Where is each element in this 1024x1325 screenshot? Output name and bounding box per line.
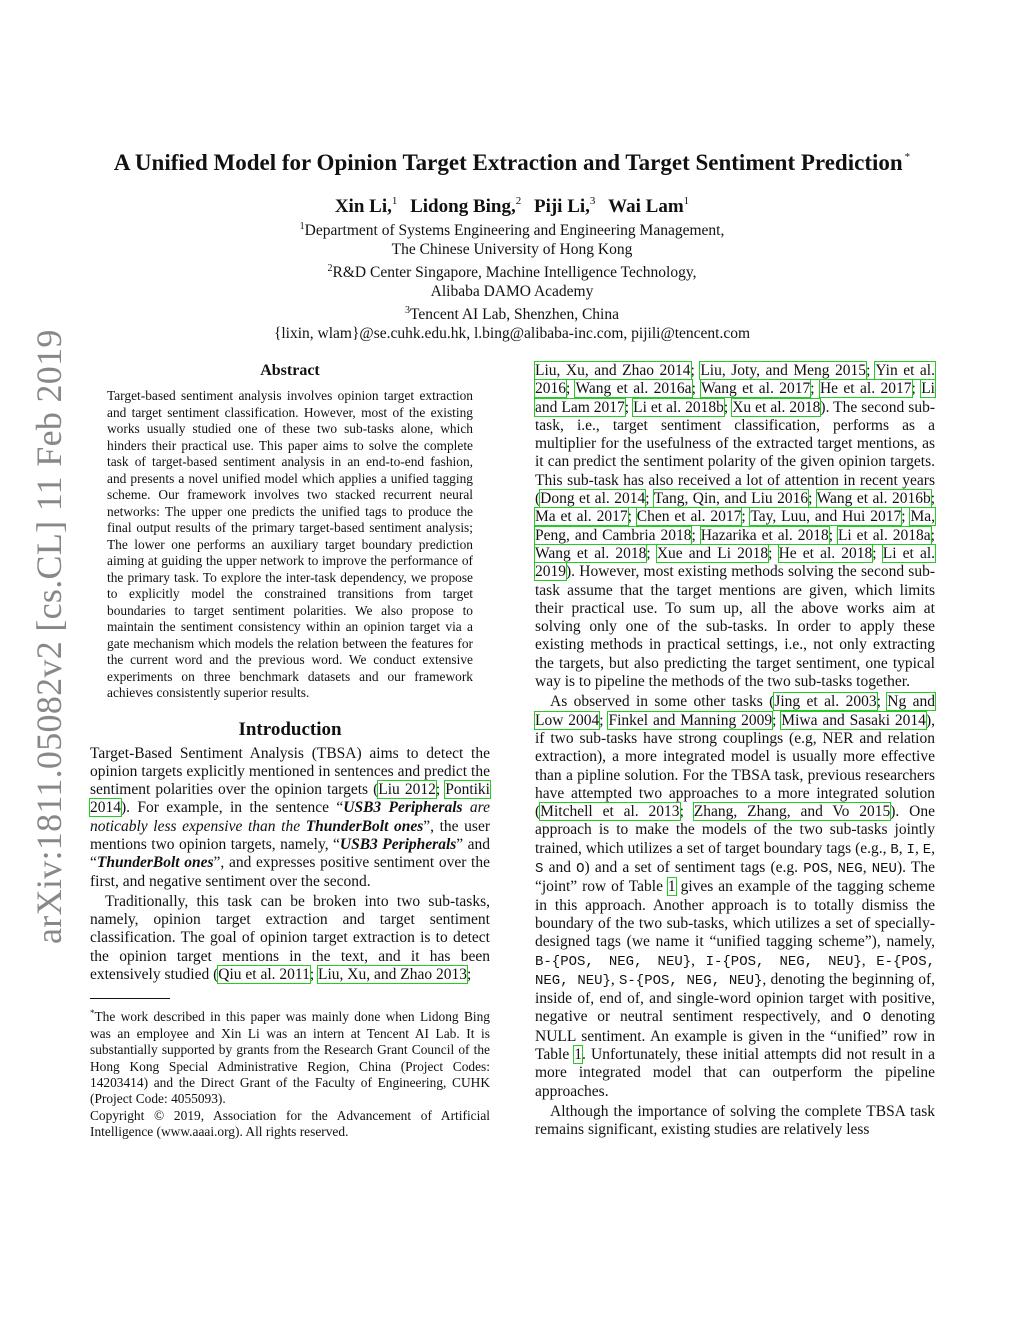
tag-code: I-{POS, NEG, NEU} [705, 953, 862, 970]
abstract-text: Target-based sentiment analysis involves opinion target extraction and target sentiment classification. However, most of the existing works usually studied one of these two sub-tasks alone, which hinders their practical use. This paper aims to solve the complete task of target-based sentiment analysis in an end-to-end fashion, and presents a novel unified model which applies a unified tagging scheme. Our framework involves two stacked recurrent neural networks: The upper one predicts the unified tags to produce the final output results of the primary target-based sentiment analysis; The lower one performs an auxiliary target boundary prediction aiming at guiding the upper network to improve the performance of the primary task. To explore the inter-task dependency, we propose to explicitly model the constrained transitions from target boundaries to target sentiment polarities. We also propose to maintain the sentiment consistency within an opinion target via a gate mechanism which models the relation between the features for the current word and the previous word. We conduct extensive experiments on three benchmark datasets and our framework achieves consistently superior results. [107, 388, 473, 700]
citation-link[interactable]: He et al. 2018 [778, 544, 873, 562]
citation-link[interactable]: Tay, Luu, and Hui 2017 [750, 508, 902, 526]
tag-code: POS [803, 861, 829, 878]
citation-link[interactable]: Finkel and Manning 2009 [608, 711, 773, 729]
right-paragraph-1: Liu, Xu, and Zhao 2014; Liu, Joty, and Meng 2015; Yin et al. 2016; Wang et al. 2016a; Wang et al. 2017; He et al. 2017; Li and Lam 2017; Li et al. 2018b; Xu et al. 2018). The second sub-task, i.e., target sentiment classification, performs as a multiplier for the usefulness of the extracted target mentions, as it can predict the sentiment polarity of the given opinion targets. This sub-task has also received a lot of attention in recent years (Dong et al. 2014; Tang, Qin, and Liu 2016; Wang et al. 2016b; Ma et al. 2017; Chen et al. 2017; Tay, Luu, and Hui 2017; Ma, Peng, and Cambria 2018; Hazarika et al. 2018; Li et al. 2018a; Wang et al. 2018; Xue and Li 2018; He et al. 2018; Li et al. 2019). However, most existing methods solving the second sub-task assume that the target mentions are given, which limits their practical use. To sum up, all the above works aim at solving only one of the sub-tasks. In order to apply these existing methods in practical settings, i.e., not only extracting the targets, but also predicting the target sentiment, one typical way is to pipeline the methods of the two sub-tasks together. [535, 362, 936, 691]
author-list [0, 195, 1024, 218]
tag-code: E-{POS, NEG, NEU} [535, 953, 935, 989]
citation-link[interactable]: Qiu et al. 2011 [218, 966, 310, 984]
paper-title-block [0, 150, 1024, 176]
left-column [90, 362, 490, 1141]
citation-link[interactable]: Li et al. 2018b [633, 398, 724, 416]
citation-link[interactable]: Mitchell et al. 2013 [540, 803, 680, 821]
citation-link[interactable]: Tang, Qin, and Liu 2016 [653, 490, 809, 508]
citation-link[interactable]: Yin et al. 2016 [535, 362, 935, 398]
citation-link[interactable]: Liu, Xu, and Zhao 2013 [318, 966, 467, 984]
citation-link[interactable]: Li et al. 2019 [535, 544, 935, 581]
citation-link[interactable]: Miwa and Sasaki 2014 [781, 711, 926, 729]
example-target: USB3 Peripherals [343, 799, 463, 817]
abstract-title: Abstract [260, 362, 320, 379]
citation-link[interactable]: Xue and Li 2018 [656, 544, 769, 562]
arxiv-stamp: arXiv:1811.05082v2 [cs.CL] 11 Feb 2019 [29, 329, 69, 944]
right-paragraph-2: As observed in some other tasks (Jing et al. 2003; Ng and Low 2004; Finkel and Manning 2009; Miwa and Sasaki 2014), if two sub-tasks have strong couplings (e.g, NER and relation extraction), a more integrated model is usually more effective than a pipline solution. For the TBSA task, previous researchers have attempted two approaches to a more integrated solution (Mitchell et al. 2013; Zhang, Zhang, and Vo 2015). One approach is to make the models of the two sub-tasks jointly trained, which utilizes a set of target boundary tags (e.g., B, I, E, S and O) and a set of sentiment tags (e.g. POS, NEG, NEU). The “joint” row of Table 1 gives an example of the tagging scheme in this approach. Another approach is to totally dismiss the boundary of the two sub-tasks, which utilizes a set of specially-designed tags (we name it “unified tagging scheme”), namely, B-{POS, NEG, NEU}, I-{POS, NEG, NEU}, E-{POS, NEG, NEU}, S-{POS, NEG, NEU}, denoting the beginning of, inside of, end of, and single-word opinion target with positive, negative or neutral sentiment respectively, and O denoting NULL sentiment. An example is given in the “unified” row in Table 1. Unfortunately, these initial attempts did not result in a more integrated model that can outperform the pipeline approaches. [535, 693, 936, 1100]
intro-paragraph-1: Target-Based Sentiment Analysis (TBSA) aims to detect the opinion targets explicitly mentioned in sentences and predict the sentiment polarities over the opinion targets (Liu 2012; Pontiki 2014). For example, in the sentence “USB3 Peripherals are noticably less expensive than the ThunderBolt ones”, the user mentions two opinion targets, namely, “USB3 Peripherals” and “ThunderBolt ones”, and expresses positive sentiment over the first, and negative sentiment over the second. [90, 744, 490, 890]
author-3: Piji Li,$^3$ [533, 195, 596, 217]
example-target: USB3 Peripherals [339, 835, 457, 853]
author-2: Lidong Bing,$^2$ [410, 195, 522, 217]
citation-link[interactable]: Li and Lam 2017 [535, 380, 935, 416]
example-target: ThunderBolt ones [96, 854, 214, 872]
citation-link[interactable]: Wang et al. 2018 [535, 544, 647, 562]
affiliation-3-line-1: $^3$Tencent AI Lab, Shenzhen, China [405, 304, 619, 323]
paper-title: A Unified Model for Opinion Target Extraction and Target Sentiment Prediction [113, 150, 903, 175]
tag-code: B-{POS, NEG, NEU} [535, 953, 692, 970]
tag-code: I [906, 841, 915, 858]
affiliations [0, 218, 1024, 343]
footnote: *The work described in this paper was mainly done when Lidong Bing was an employee and Xin Li was an intern at Tencent AI Lab. It is substantially supported by grants from the Research Grant Council of the Hong Kong Special Administrative Region, China (Project Codes: 14203414) and the Direct Grant of the Faculty of Engineering, CUHK (Project Code: 4055093). [90, 1008, 490, 1107]
copyright-notice: Copyright © 2019, Association for the Advancement of Artificial Intelligence (www.aaai.org). All rights reserved. [90, 1107, 490, 1140]
tag-code: E [922, 841, 932, 858]
citation-link[interactable]: He et al. 2017 [819, 380, 912, 398]
affiliation-1-line-2: The Chinese University of Hong Kong [391, 240, 633, 258]
citation-link[interactable]: Wang et al. 2016b [816, 490, 931, 508]
right-paragraph-3: Although the importance of solving the complete TBSA task remains significant, existing studies are relatively less [535, 1102, 935, 1139]
citation-link[interactable]: Dong et al. 2014 [540, 490, 646, 508]
citation-link[interactable]: Chen et al. 2017 [636, 508, 742, 526]
affiliation-1-line-1: $^1$Department of Systems Engineering and Engineering Management, [299, 221, 725, 239]
author-1: Xin Li,$^1$ [334, 195, 398, 217]
tag-code: O [576, 861, 585, 878]
author-4: Wai Lam$^1$ [608, 195, 690, 217]
table-ref-link[interactable]: 1 [574, 1045, 583, 1063]
tag-code: B [890, 841, 899, 858]
citation-link[interactable]: Liu, Xu, and Zhao 2014 [535, 362, 691, 379]
citation-link[interactable]: Ng and Low 2004 [535, 693, 935, 729]
citation-link[interactable]: Jing et al. 2003 [774, 693, 877, 711]
tag-code: NEU [871, 861, 897, 878]
tag-code: O [862, 1010, 871, 1027]
citation-link[interactable]: Zhang, Zhang, and Vo 2015 [693, 803, 891, 821]
right-column [535, 362, 935, 1139]
affiliation-2-line-1: $^2$R&D Center Singapore, Machine Intelligence Technology, [327, 262, 697, 281]
example-sentence: are noticably less expensive than the [90, 799, 490, 835]
citation-link[interactable]: Li et al. 2018a [837, 526, 931, 544]
citation-link[interactable]: Xu et al. 2018 [732, 398, 821, 416]
intro-paragraph-2: Traditionally, this task can be broken into two sub-tasks, namely, opinion target extraction and target sentiment classification. The goal of opinion target extraction is to detect the opinion target mentions in the text, and it has been extensively studied (Qiu et al. 2011; Liu, Xu, and Zhao 2013; [90, 892, 490, 984]
citation-link[interactable]: Wang et al. 2017 [701, 380, 811, 398]
tag-code: NEG [837, 861, 863, 878]
table-ref-link[interactable]: 1 [667, 878, 676, 896]
affiliation-2-line-2: Alibaba DAMO Academy [430, 282, 594, 300]
author-emails: {lixin, wlam}@se.cuhk.edu.hk, l.bing@alibaba-inc.com, pijili@tencent.com [273, 324, 751, 342]
citation-link[interactable]: Liu, Joty, and Meng 2015 [700, 362, 867, 379]
footnote-rule [90, 998, 170, 999]
example-target: ThunderBolt ones [305, 817, 424, 835]
citation-link[interactable]: Ma, Peng, and Cambria 2018 [535, 508, 936, 544]
introduction-heading: Introduction [238, 718, 342, 740]
title-footnote-mark[interactable]: * [904, 151, 911, 163]
citation-link[interactable]: Wang et al. 2016a [575, 380, 692, 398]
citation-link[interactable]: Pontiki 2014 [90, 781, 490, 817]
citation-link[interactable]: Hazarika et al. 2018 [700, 526, 829, 544]
tag-code: S [535, 861, 544, 878]
citation-link[interactable]: Liu 2012 [378, 781, 436, 799]
citation-link[interactable]: Ma et al. 2017 [535, 508, 628, 526]
tag-code: S-{POS, NEG, NEU} [618, 972, 763, 989]
